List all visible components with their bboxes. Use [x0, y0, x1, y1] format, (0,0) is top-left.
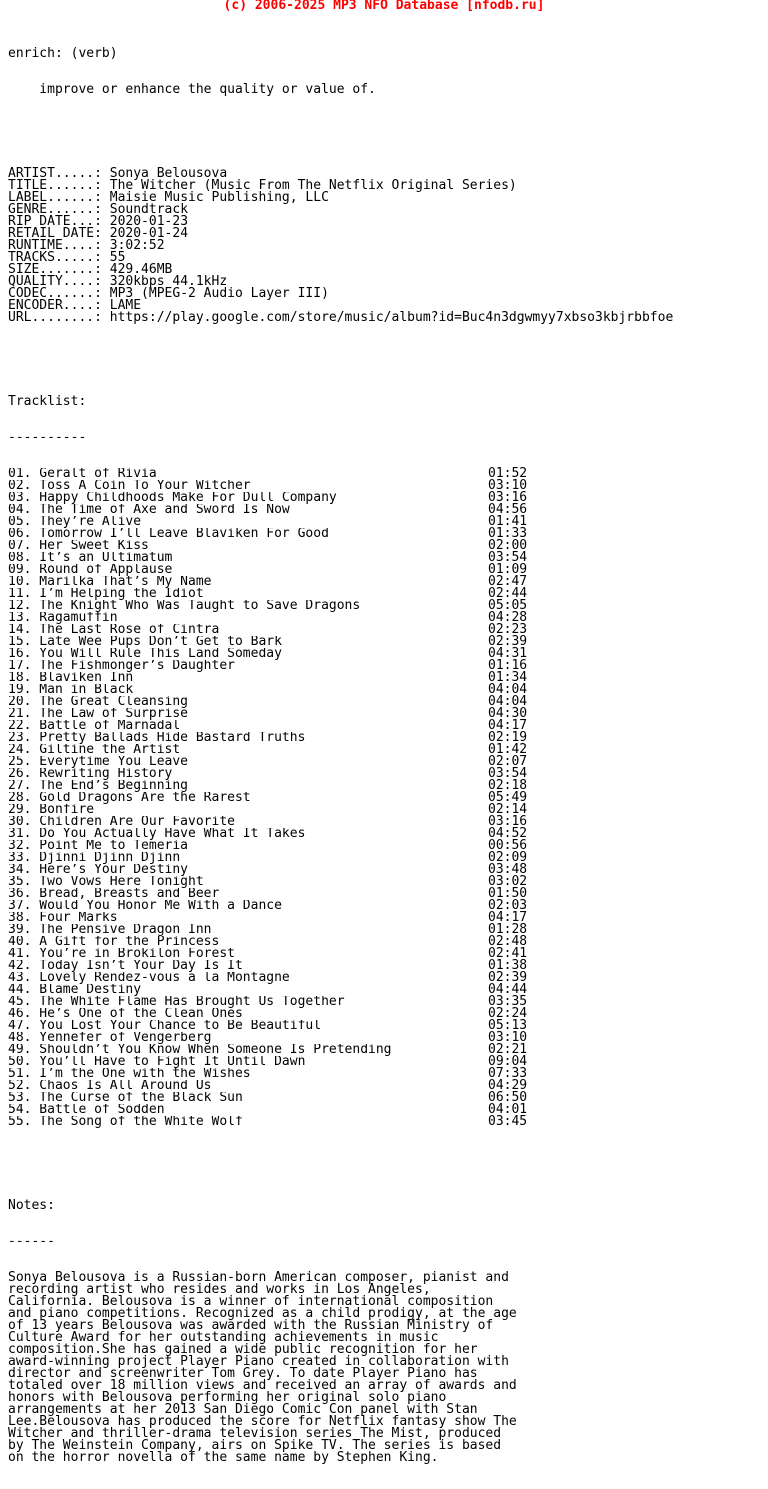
track-title: 31. Do You Actually Have What It Takes	[8, 828, 306, 840]
track-row	[8, 648, 673, 660]
track-row	[8, 540, 673, 552]
track-row	[8, 864, 673, 876]
track-duration: 03:54	[488, 550, 528, 565]
track-duration: 02:39	[488, 970, 528, 985]
track-title: 37. Would You Honor Me With a Dance	[8, 900, 282, 912]
track-row	[8, 564, 673, 576]
notes-line: recording artist who resides and works in Los Angeles,	[8, 1282, 431, 1297]
track-row	[8, 480, 673, 492]
definition-word: enrich: (verb)	[8, 46, 118, 61]
track-title: 01. Geralt of Rivia	[8, 468, 157, 480]
track-row	[8, 912, 673, 924]
info-label: SIZE.......:	[8, 262, 102, 277]
track-duration: 04:04	[488, 682, 528, 697]
track-title: 09. Round of Applause	[8, 564, 173, 576]
track-title: 15. Late Wee Pups Don’t Get to Bark	[8, 636, 282, 648]
track-row	[8, 936, 673, 948]
track-row	[8, 516, 673, 528]
track-title: 05. They’re Alive	[8, 516, 142, 528]
track-row	[8, 720, 673, 732]
track-title: 54. Battle of Sodden	[8, 1104, 165, 1116]
notes-line: Culture Award for her outstanding achievements in music	[8, 1330, 439, 1345]
track-title: 47. You Lost Your Chance to Be Beautiful	[8, 1020, 322, 1032]
track-title: 51. I’m the One with the Wishes	[8, 1068, 251, 1080]
track-row	[8, 1068, 673, 1080]
track-duration: 03:16	[488, 814, 528, 829]
notes-line: Sonya Belousova is a Russian-born American composer, pianist and	[8, 1270, 509, 1285]
notes-line: of 13 years Belousova was awarded with the Russian Ministry of	[8, 1318, 494, 1333]
info-value: https://play.google.com/store/music/album?id=Buc4n3dgwmyy7xbso3kbjrbbfoe	[109, 310, 674, 325]
track-duration: 01:42	[488, 742, 528, 757]
track-row	[8, 1032, 673, 1044]
track-duration: 03:48	[488, 862, 528, 877]
track-row	[8, 468, 673, 480]
track-duration: 05:05	[488, 598, 528, 613]
track-row	[8, 1080, 673, 1092]
track-duration: 03:10	[488, 478, 528, 493]
info-value: Maisie Music Publishing, LLC	[109, 190, 329, 205]
track-title: 24. Giltine the Artist	[8, 744, 181, 756]
track-title: 36. Bread, Breasts and Beer	[8, 888, 220, 900]
track-row	[8, 888, 673, 900]
track-title: 29. Bonfire	[8, 804, 95, 816]
track-duration: 01:28	[488, 922, 528, 937]
info-value: Sonya Belousova	[109, 166, 228, 181]
track-title: 32. Point Me to Temeria	[8, 840, 189, 852]
track-row	[8, 612, 673, 624]
track-row	[8, 1092, 673, 1104]
info-value: Soundtrack	[109, 202, 189, 217]
track-duration: 04:04	[488, 694, 528, 709]
track-duration: 07:33	[488, 1066, 528, 1081]
track-row	[8, 1020, 673, 1032]
info-label: CODEC......:	[8, 286, 102, 301]
track-duration: 02:09	[488, 850, 528, 865]
track-row	[8, 984, 673, 996]
track-duration: 01:34	[488, 670, 528, 685]
track-row	[8, 684, 673, 696]
track-duration: 01:09	[488, 562, 528, 577]
info-value: 2020-01-23	[109, 214, 189, 229]
track-row	[8, 1104, 673, 1116]
track-duration: 03:10	[488, 1030, 528, 1045]
track-duration: 03:16	[488, 490, 528, 505]
track-row	[8, 996, 673, 1008]
track-duration: 01:41	[488, 514, 528, 529]
track-title: 02. Toss A Coin To Your Witcher	[8, 480, 251, 492]
track-duration: 02:47	[488, 574, 528, 589]
track-duration: 05:49	[488, 790, 528, 805]
info-label: RETAIL DATE:	[8, 226, 102, 241]
track-duration: 04:17	[488, 718, 528, 733]
track-row	[8, 1056, 673, 1068]
definition-meaning: improve or enhance the quality or value of.	[8, 82, 376, 97]
track-duration: 02:39	[488, 634, 528, 649]
track-row	[8, 960, 673, 972]
notes-line: composition.She has gained a wide public recognition for her	[8, 1342, 478, 1357]
track-title: 10. Marilka That’s My Name	[8, 576, 212, 588]
track-title: 35. Two Vows Here Tonight	[8, 876, 204, 888]
track-title: 45. The White Flame Has Brought Us Together	[8, 996, 345, 1008]
track-duration: 02:18	[488, 778, 528, 793]
track-title: 08. It’s an Ultimatum	[8, 552, 173, 564]
notes-line: award-winning project Player Piano created in collaboration with	[8, 1354, 509, 1369]
track-duration: 03:54	[488, 766, 528, 781]
info-value: MP3 (MPEG-2 Audio Layer III)	[109, 286, 329, 301]
track-row	[8, 636, 673, 648]
notes-line: arrangements at her 2013 San Diego Comic Con panel with Stan	[8, 1402, 478, 1417]
track-duration: 02:41	[488, 946, 528, 961]
track-row	[8, 696, 673, 708]
info-value: 429.46MB	[109, 262, 173, 277]
track-row	[8, 828, 673, 840]
track-duration: 02:44	[488, 586, 528, 601]
info-label: GENRE......:	[8, 202, 102, 217]
notes-line: by The Weinstein Company, airs on Spike TV. The series is based	[8, 1438, 502, 1453]
track-title: 49. Shouldn’t You Know When Someone Is Pretending	[8, 1044, 392, 1056]
track-duration: 01:38	[488, 958, 528, 973]
track-row	[8, 576, 673, 588]
track-title: 41. You’re in Brokilon Forest	[8, 948, 235, 960]
track-title: 33. Djinni Djinn Djinn	[8, 852, 181, 864]
track-duration: 02:14	[488, 802, 528, 817]
notes-line: honors with Belousova performing her original solo piano	[8, 1390, 447, 1405]
track-row	[8, 756, 673, 768]
track-duration: 04:01	[488, 1102, 528, 1117]
nfo-content	[8, 24, 673, 1488]
track-row	[8, 528, 673, 540]
track-duration: 02:23	[488, 622, 528, 637]
track-title: 30. Children Are Our Favorite	[8, 816, 235, 828]
info-label: TRACKS.....:	[8, 250, 102, 265]
copyright-banner: (c) 2006-2025 MP3 NFO Database [nfodb.ru]	[223, 0, 545, 13]
notes-line: and piano competitions. Recognized as a child prodigy, at the age	[8, 1306, 517, 1321]
track-title: 14. The Last Rose of Cintra	[8, 624, 220, 636]
track-title: 28. Gold Dragons Are the Rarest	[8, 792, 251, 804]
track-duration: 01:52	[488, 466, 528, 481]
track-row	[8, 588, 673, 600]
track-row	[8, 600, 673, 612]
track-duration: 05:13	[488, 1018, 528, 1033]
track-title: 16. You Will Rule This Land Someday	[8, 648, 282, 660]
notes-heading: Notes:	[8, 1198, 55, 1213]
track-title: 17. The Fishmonger’s Daughter	[8, 660, 235, 672]
info-value: 55	[109, 250, 126, 265]
track-duration: 02:24	[488, 1006, 528, 1021]
track-row	[8, 816, 673, 828]
track-duration: 04:44	[488, 982, 528, 997]
track-row	[8, 672, 673, 684]
track-duration: 01:50	[488, 886, 528, 901]
track-title: 42. Today Isn’t Your Day Is It	[8, 960, 243, 972]
track-duration: 01:16	[488, 658, 528, 673]
track-row	[8, 852, 673, 864]
notes-text	[8, 1272, 673, 1464]
info-value: 2020-01-24	[109, 226, 189, 241]
info-label: TITLE......:	[8, 178, 102, 193]
tracklist	[8, 468, 673, 1128]
track-duration: 01:33	[488, 526, 528, 541]
notes-line: California. Belousova is a winner of international composition	[8, 1294, 494, 1309]
track-duration: 02:19	[488, 730, 528, 745]
track-title: 39. The Pensive Dragon Inn	[8, 924, 212, 936]
track-duration: 06:50	[488, 1090, 528, 1105]
track-row	[8, 708, 673, 720]
track-duration: 04:30	[488, 706, 528, 721]
track-duration: 04:29	[488, 1078, 528, 1093]
track-row	[8, 768, 673, 780]
track-title: 34. Here’s Your Destiny	[8, 864, 189, 876]
notes-line: on the horror novella of the same name by Stephen King.	[8, 1450, 439, 1465]
track-row	[8, 876, 673, 888]
info-value: The Witcher (Music From The Netflix Original Series)	[109, 178, 517, 193]
track-title: 27. The End’s Beginning	[8, 780, 189, 792]
track-row	[8, 492, 673, 504]
release-info	[8, 168, 673, 324]
track-title: 03. Happy Childhoods Make For Dull Company	[8, 492, 337, 504]
track-row	[8, 804, 673, 816]
track-row	[8, 1116, 673, 1128]
track-row	[8, 552, 673, 564]
track-duration: 00:56	[488, 838, 528, 853]
track-title: 50. You’ll Have to Fight It Until Dawn	[8, 1056, 306, 1068]
track-duration: 09:04	[488, 1054, 528, 1069]
track-title: 22. Battle of Marnadal	[8, 720, 181, 732]
info-label: RUNTIME....:	[8, 238, 102, 253]
info-label: LABEL......:	[8, 190, 102, 205]
track-title: 46. He’s One of the Clean Ones	[8, 1008, 243, 1020]
track-title: 12. The Knight Who Was Taught to Save Dragons	[8, 600, 361, 612]
track-duration: 03:45	[488, 1114, 528, 1129]
notes-line: Lee.Belousova has produced the score for Netflix fantasy show The	[8, 1414, 517, 1429]
track-row	[8, 972, 673, 984]
track-title: 21. The Law of Surprise	[8, 708, 189, 720]
track-duration: 04:28	[488, 610, 528, 625]
info-value: LAME	[109, 298, 142, 313]
info-label: URL........:	[8, 310, 102, 325]
track-duration: 03:35	[488, 994, 528, 1009]
track-row	[8, 948, 673, 960]
track-title: 13. Ragamuffin	[8, 612, 118, 624]
track-title: 23. Pretty Ballads Hide Bastard Truths	[8, 732, 306, 744]
track-title: 19. Man in Black	[8, 684, 134, 696]
track-duration: 04:31	[488, 646, 528, 661]
track-row	[8, 924, 673, 936]
track-duration: 02:03	[488, 898, 528, 913]
notes-line: Witcher and thriller-drama television series The Mist, produced	[8, 1426, 502, 1441]
track-title: 48. Yennefer of Vengerberg	[8, 1032, 212, 1044]
info-value: 3:02:52	[109, 238, 165, 253]
track-row	[8, 1044, 673, 1056]
track-row	[8, 792, 673, 804]
track-title: 11. I’m Helping the Idiot	[8, 588, 204, 600]
track-row	[8, 732, 673, 744]
track-duration: 02:21	[488, 1042, 528, 1057]
track-row	[8, 840, 673, 852]
track-row	[8, 744, 673, 756]
track-title: 18. Blaviken Inn	[8, 672, 134, 684]
track-duration: 02:00	[488, 538, 528, 553]
notes-line: director and screenwriter Tom Grey. To date Player Piano has	[8, 1366, 478, 1381]
track-title: 40. A Gift for the Princess	[8, 936, 220, 948]
info-label: ARTIST.....:	[8, 166, 102, 181]
track-title: 26. Rewriting History	[8, 768, 173, 780]
track-title: 20. The Great Cleansing	[8, 696, 189, 708]
track-row	[8, 900, 673, 912]
track-title: 04. The Time of Axe and Sword Is Now	[8, 504, 290, 516]
info-label: RIP DATE...:	[8, 214, 102, 229]
track-row	[8, 660, 673, 672]
track-title: 53. The Curse of the Black Sun	[8, 1092, 243, 1104]
notes-rule: ------	[8, 1234, 55, 1249]
track-row	[8, 780, 673, 792]
info-value: 320kbps 44.1kHz	[109, 274, 228, 289]
track-title: 44. Blame Destiny	[8, 984, 142, 996]
track-title: 55. The Song of the White Wolf	[8, 1116, 243, 1128]
info-label: ENCODER....:	[8, 298, 102, 313]
track-title: 43. Lovely Rendez-vous a la Montagne	[8, 972, 290, 984]
track-row	[8, 624, 673, 636]
track-duration: 04:56	[488, 502, 528, 517]
track-title: 38. Four Marks	[8, 912, 118, 924]
track-duration: 02:48	[488, 934, 528, 949]
track-row	[8, 1008, 673, 1020]
track-duration: 03:02	[488, 874, 528, 889]
track-duration: 02:07	[488, 754, 528, 769]
track-duration: 04:17	[488, 910, 528, 925]
track-title: 07. Her Sweet Kiss	[8, 540, 149, 552]
track-title: 06. Tomorrow I’ll Leave Blaviken For Good	[8, 528, 329, 540]
info-row	[8, 312, 673, 324]
track-title: 25. Everytime You Leave	[8, 756, 189, 768]
track-title: 52. Chaos Is All Around Us	[8, 1080, 212, 1092]
track-row	[8, 504, 673, 516]
tracklist-rule: ----------	[8, 430, 87, 445]
tracklist-heading: Tracklist:	[8, 394, 87, 409]
notes-line: totaled over 18 million views and received an array of awards and	[8, 1378, 517, 1393]
track-duration: 04:52	[488, 826, 528, 841]
info-label: QUALITY....:	[8, 274, 102, 289]
